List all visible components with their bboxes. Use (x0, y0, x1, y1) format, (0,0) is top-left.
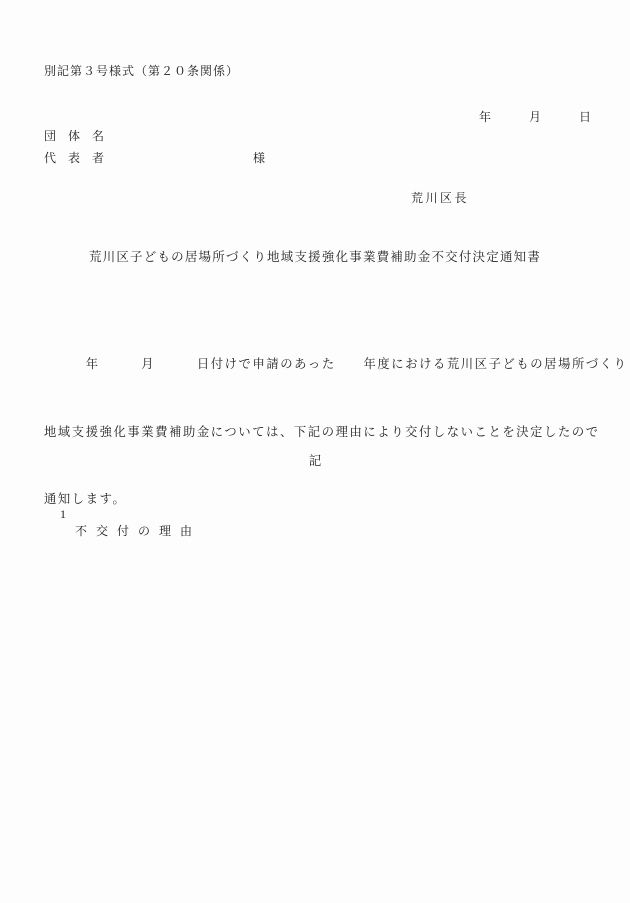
list-item-reason (48, 492, 201, 554)
section-marker-ki: 記 (308, 454, 322, 468)
issuer-arakawa-mayor: 荒川区長 (411, 191, 470, 205)
representative-label: 代 表 者 (44, 151, 105, 165)
body-line-2: 地域支援強化事業費補助金については、下記の理由により交付しないことを決定したので (44, 424, 600, 439)
date-blank-line: 年 月 日 (479, 110, 592, 124)
form-number: 別記第３号様式（第２０条関係） (44, 64, 240, 78)
body-line-3: 通知します。 (44, 492, 127, 506)
body-line-1: 年 月 日付けで申請のあった 年度における荒川区子どもの居場所づくり (44, 357, 628, 371)
organization-name-label: 団 体 名 (44, 129, 105, 143)
document-title: 荒川区子どもの居場所づくり地域支援強化事業費補助金不交付決定通知書 (88, 250, 542, 264)
item-number: 1 (60, 507, 66, 521)
item-label: 不交付の理由 (75, 524, 202, 538)
honorific-sama: 様 (253, 151, 266, 165)
